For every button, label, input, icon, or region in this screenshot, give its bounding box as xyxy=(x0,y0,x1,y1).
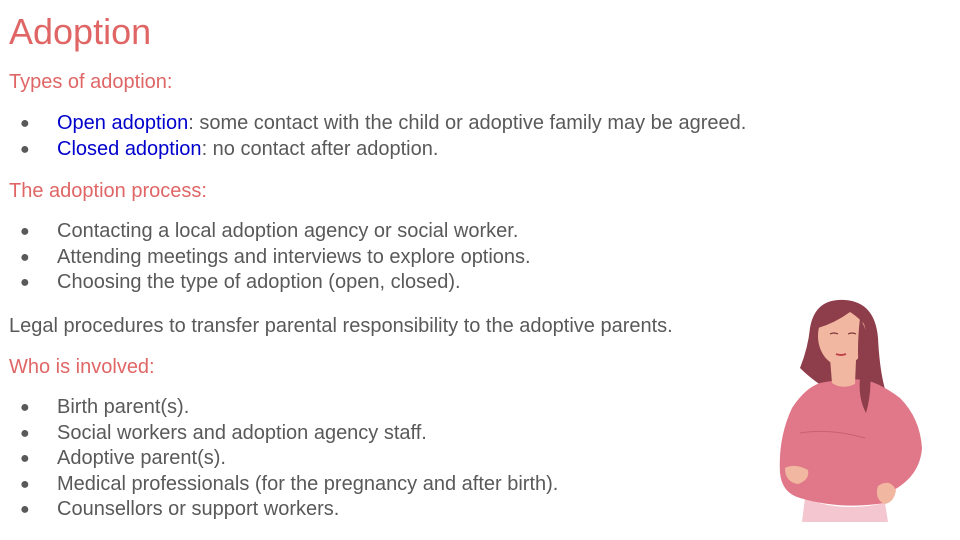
list-item xyxy=(0,219,531,245)
bullet-icon: ● xyxy=(20,501,30,518)
slide-title: Adoption xyxy=(9,11,152,52)
list-item xyxy=(0,270,531,296)
term-closed-adoption: Closed adoption xyxy=(57,137,202,160)
list-item-text: Counsellors or support workers. xyxy=(57,498,340,520)
list-item xyxy=(0,395,558,421)
list-item xyxy=(0,421,558,447)
list-item xyxy=(0,472,558,498)
bullet-icon: ● xyxy=(20,450,30,467)
pregnant-woman-illustration xyxy=(770,298,930,522)
list-item xyxy=(0,446,558,472)
bullet-icon: ● xyxy=(20,274,30,291)
list-item-text: Medical professionals (for the pregnancy and after birth). xyxy=(57,472,559,495)
types-list xyxy=(0,111,746,162)
heading-involved: Who is involved: xyxy=(9,356,155,378)
list-item-text: Adoptive parent(s). xyxy=(57,447,226,469)
term-description: : some contact with the child or adoptive family may be agreed. xyxy=(188,112,747,134)
list-item-text: Choosing the type of adoption (open, closed). xyxy=(57,271,461,293)
involved-list xyxy=(0,395,558,523)
bullet-icon: ● xyxy=(20,115,30,132)
list-item-text: Contacting a local adoption agency or social worker. xyxy=(57,220,519,242)
term-description: : no contact after adoption. xyxy=(201,137,439,160)
bullet-icon: ● xyxy=(20,223,30,240)
legal-note: Legal procedures to transfer parental responsibility to the adoptive parents. xyxy=(9,315,673,337)
bullet-icon: ● xyxy=(20,248,30,266)
list-item-text: Social workers and adoption agency staff. xyxy=(57,421,427,444)
heading-process: The adoption process: xyxy=(9,180,207,202)
bullet-icon: ● xyxy=(20,424,30,442)
heading-types: Types of adoption: xyxy=(9,71,173,93)
list-item xyxy=(0,137,746,163)
list-item-text: Attending meetings and interviews to explore options. xyxy=(57,245,531,268)
list-item xyxy=(0,497,558,523)
list-item xyxy=(0,245,531,271)
bullet-icon: ● xyxy=(20,140,30,158)
bullet-icon: ● xyxy=(20,475,30,493)
bullet-icon: ● xyxy=(20,399,30,416)
process-list xyxy=(0,219,531,296)
term-open-adoption: Open adoption xyxy=(57,112,189,134)
list-item xyxy=(0,111,746,137)
list-item-text: Birth parent(s). xyxy=(57,396,190,418)
